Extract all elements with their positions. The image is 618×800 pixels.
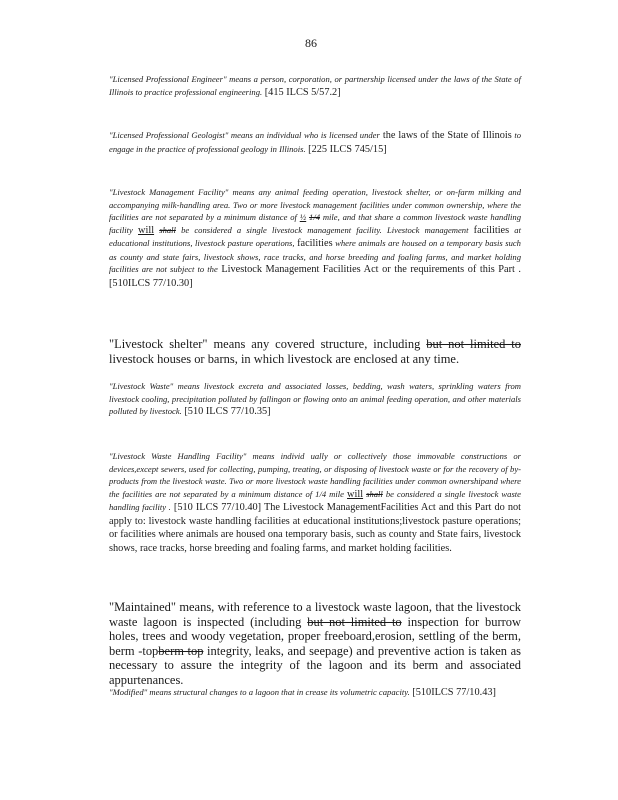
definition-segment: be considered a single livestock management facility. Livestock management [175,224,474,235]
definition-segment: livestock houses or barns, in which livestock are enclosed at any time. [109,351,460,366]
definition-maintained [109,601,521,689]
definition-segment: "Modified" means structural changes to a lagoon that in crease its volumetric capacity. [109,687,410,697]
definition-segment: ½ [299,212,307,222]
definition-modified [109,686,521,700]
definition-segment: [510 ILCS 77/10.35] [181,406,271,417]
definition-livestock-waste-handling-facility [109,450,521,555]
definition-segment: facilities [473,224,510,236]
definition-livestock-waste [109,380,521,419]
definition-segment: berm top [158,643,204,658]
definition-segment: "Licensed Professional Geologist" means an individual who is licensed under [109,130,380,140]
definition-segment: "Livestock Waste" means livestock excreta and associated losses, bedding, wash waters, sprinkling waters from livestock cooling, precipitation polluted by fallingon or flowing onto an animal feeding operation, and other materials polluted by livestock. [109,381,521,416]
definition-segment: inspection for burrow holes, trees and woody vegetation, proper freeboard,erosion, settling of the berm, berm -top [109,614,521,658]
definition-segment: but not limited to [307,614,402,629]
definition-segment: "Livestock Management Facility" means any animal feeding operation, livestock shelter, or on-farm milking and accompanying milk-handling area. Two or more livestock management facilities under common ownership, where the facilities are not separated by a minimum distance of [109,187,521,222]
definition-licensed-professional-engineer [109,73,521,99]
definition-segment: will [347,488,364,500]
definition-segment: [415 ILCS 5/57.2] [262,86,341,98]
definition-segment: the laws of the State of Illinois [379,130,512,141]
definition-segment: but not limited to [426,337,521,351]
definition-segment: Livestock Management Facilities Act or the requirements of this Part .[510ILCS 77/10.30] [109,264,522,289]
definition-segment: [510ILCS 77/10.43] [409,687,496,698]
definition-segment: "Maintained" means, with reference to a livestock waste lagoon, that the livestock waste lagoon is inspected (including [109,600,521,629]
definition-livestock-shelter [109,338,521,367]
definition-segment: "Livestock shelter" means any covered structure, including [109,337,427,351]
definition-segment: facilities [297,238,333,249]
page-number: 86 [305,36,317,50]
definition-segment: [225 ILCS 745/15] [305,143,387,155]
definition-segment: will [138,224,155,236]
definition-segment: [510 ILCS 77/10.40] The Livestock ManagementFacilities Act and this Part do not apply to: livestock waste handling facilities at educational institutions;livestock pasture operations; or facilities where animals are housed ona temporary basis, such as county and State fairs, livestock shows, race tracks, horse breeding and foaling farms, and market holding facilities. [109,502,521,554]
definition-segment: be considered a single livestock waste handling facility . [109,488,521,512]
definition-segment: "Livestock Waste Handling Facility" means individ ually or collectively those immovable constructions or devices,except sewers, used for collecting, pumping, treating, or disposing of livestock waste or for the recovery of by-products from the livestock waste. Two or more livestock waste handling facilities under common ownershipand where the facilities are not separated by a minimum distance of 1/4 mile [109,451,521,499]
definition-segment: "Licensed Professional Engineer" means a person, corporation, or partnership licensed under the laws of the State of Illinois to practice professional engineering. [109,74,521,97]
definition-segment: to engage in the practice of professional geology in Illinois. [109,130,522,154]
definition-livestock-management-facility [109,186,521,290]
definition-segment: shall [159,224,176,235]
definition-segment: integrity, leaks, and seepage) and preventive action is taken as necessary to assure the integrity of the lagoon and its berm and associated appurtenances. [109,643,521,687]
definition-segment: where animals are housed on a temporary basis such as county and state fairs, livestock shows, race tracks, and horse breeding and foaling farms, and market holding facilities are not subject to the [109,238,521,274]
definition-segment: 1/4 [309,212,320,222]
definition-segment: at educational institutions, livestock pasture operations, [109,224,521,248]
definition-licensed-professional-geologist [109,129,521,156]
definition-segment: shall [366,488,383,499]
definition-segment: mile, and that share a common livestock waste handling facility [109,212,521,235]
